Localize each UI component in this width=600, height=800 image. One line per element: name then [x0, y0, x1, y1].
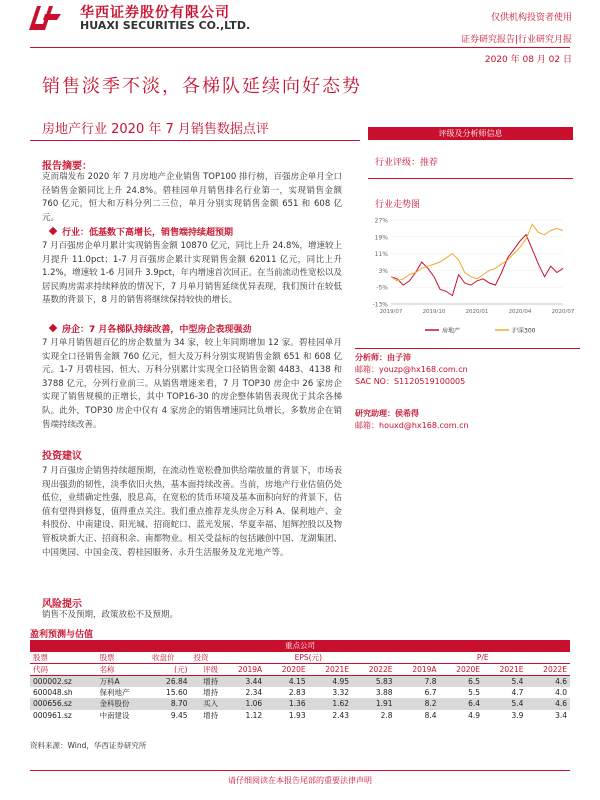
table-cell: 4.95 — [309, 675, 352, 687]
table-cell: 4.0 — [555, 687, 567, 697]
header-cell: 投资 — [191, 652, 222, 664]
report-subtitle: 房地产行业 2020 年 7 月销售数据点评 — [42, 122, 269, 137]
table-cell: 1.62 — [309, 698, 352, 710]
table-cell: 增持 — [203, 687, 219, 697]
series-line-1 — [391, 224, 563, 281]
bullet-diamond-icon — [49, 227, 57, 235]
subheader-cell: 2021E — [309, 663, 352, 675]
report-title: 销售淡季不淡，各梯队延续向好态势 — [42, 76, 362, 97]
y-tick-label: 11% — [374, 251, 388, 259]
bullet-developers-text: 7 月单月销售超百亿的房企数量为 34 家，较上年同期增加 12 家。碧桂园单月实现全口径销售金额 760 亿元，恒大及万科分别实现销售金额 651 和 608 亿元。1-7 月碧桂园、恒大、万科分别累计实现全口径销售金额 4483、4138 和 3788 亿元，分列行业前三。从销售增速来看，7 月 TOP30 房企中 26 家房企实现了销售规模的正增长，其中 TOP16-30 的房企整体销售表现优于其余各梯队。此外，TOP30 房企中仅有 4 家房企的销售增速同比负增长，多数房企在销售端持续改善。 — [42, 338, 342, 430]
risk-text: 销售不及预期，政策放松不及预期。 — [42, 610, 179, 620]
header-cell: 收盘价 — [149, 652, 191, 664]
table-cell: 4.6 — [526, 675, 570, 687]
table-cell: 000961.sz — [33, 710, 72, 720]
legal-notice: 请仔细阅读在本报告尾部的重要法律声明 — [228, 776, 372, 785]
analyst-name: 分析师：由子沛 — [355, 353, 411, 362]
subheader-cell: 2019A — [221, 663, 265, 675]
x-tick-label: 2019/10 — [422, 309, 446, 315]
table-cell: 1.91 — [352, 698, 395, 710]
table-cell: 3.32 — [332, 687, 350, 697]
subheader-cell: 2022E — [352, 663, 395, 675]
table-band-row — [30, 640, 570, 652]
huaxi-logo-icon — [27, 2, 63, 32]
table-cell: 000656.sz — [30, 698, 97, 710]
table-cell: 3.9 — [511, 710, 524, 720]
subheader-cell: 2020E — [265, 663, 308, 675]
title-divider — [30, 140, 360, 141]
table-cell: 6.4 — [440, 698, 483, 710]
header-cell: P/E — [396, 652, 570, 664]
table-cell: 4.6 — [526, 698, 570, 710]
header-cell: EPS(元) — [221, 652, 395, 664]
header-divider — [30, 47, 570, 48]
table-cell: 8.70 — [149, 698, 191, 710]
subheader-cell: 名称 — [97, 663, 149, 675]
audience-note: 仅供机构投资者使用 — [490, 13, 572, 23]
table-cell: 9.45 — [170, 710, 188, 720]
table-cell: 增持 — [203, 710, 219, 720]
table-cell: 5.83 — [352, 675, 395, 687]
y-tick-label: 27% — [374, 217, 388, 225]
table-cell: 8.2 — [396, 698, 440, 710]
table-cell: 3.44 — [221, 675, 265, 687]
rating-section-header: 评级及分析师信息 — [368, 127, 573, 140]
forecast-table-title: 盈利预测与估值 — [30, 630, 94, 640]
table-row — [30, 675, 570, 687]
table-cell: 3.4 — [555, 710, 567, 720]
company-name-cn: 华西证券股份有限公司 — [80, 5, 230, 21]
table-row — [30, 698, 570, 710]
report-category: 证券研究报告|行业研究月报 — [460, 35, 572, 45]
bullet-industry — [50, 225, 233, 238]
assistant-email[interactable]: 邮箱：houxd@hx168.com.cn — [355, 421, 469, 430]
table-cell: 7.8 — [396, 675, 440, 687]
table-cell: 8.4 — [424, 710, 437, 720]
table-header-row — [30, 652, 570, 664]
table-cell: 000002.sz — [30, 675, 97, 687]
table-cell: 4.7 — [511, 687, 524, 697]
analyst-email[interactable]: 邮箱：youzp@hx168.com.cn — [355, 365, 468, 374]
trend-chart-label: 行业走势图 — [375, 200, 421, 210]
table-cell: 4.9 — [468, 710, 480, 720]
table-subheader-row — [30, 663, 570, 675]
subheader-cell: 代码 — [30, 663, 97, 675]
table-row — [30, 687, 570, 699]
analyst-block — [355, 352, 575, 388]
table-cell: 金科股份 — [97, 698, 149, 710]
y-tick-label: 19% — [374, 234, 388, 242]
table-cell: 2.34 — [245, 687, 263, 697]
subheader-cell: (元) — [149, 663, 191, 675]
bullet-developers — [50, 322, 251, 335]
table-cell: 5.5 — [468, 687, 480, 697]
industry-rating: 行业评级：推荐 — [375, 158, 439, 168]
series-line-0 — [391, 235, 563, 296]
table-band-label: 重点公司 — [30, 640, 570, 652]
bullet-diamond-icon — [49, 324, 57, 332]
subheader-cell: 2019A — [396, 663, 440, 675]
subheader-cell: 2022E — [526, 663, 570, 675]
legend-label: 沪深300 — [512, 327, 536, 335]
x-tick-label: 2020/07 — [551, 309, 575, 315]
summary-heading: 报告摘要： — [42, 161, 92, 172]
x-tick-label: 2020/04 — [508, 309, 532, 315]
assistant-block — [355, 408, 575, 432]
table-cell: 5.4 — [483, 698, 526, 710]
table-cell: 2.43 — [332, 710, 350, 720]
table-cell: 万科A — [97, 675, 149, 687]
y-tick-label: -5% — [376, 284, 388, 292]
y-tick-label: -13% — [372, 301, 388, 309]
table-cell: 15.60 — [166, 687, 188, 697]
table-cell: 1.06 — [221, 698, 265, 710]
table-cell: 600048.sh — [33, 687, 73, 697]
bullet-industry-text: 7 月百强房企单月累计实现销售金额 10870 亿元，同比上升 24.8%，增速较上月提升 11.0pct；1-7 月百强房企累计实现销售金额 62011 亿元，同比上升 1.2%，增速较 1-6 月回升 3.9pct，年内增速首次回正。在当前流动性宽松以及居民购房需求持续释放的情况下，7 月单月销售延续优异表现，我们预计在较低基数的背景下，8 月的销售将继续保持较快的增长。 — [42, 241, 343, 306]
subheader-cell: 评级 — [191, 663, 222, 675]
table-cell: 3.88 — [375, 687, 393, 697]
table-cell: 2.83 — [288, 687, 306, 697]
rating-divider — [368, 178, 573, 179]
analyst-sac: SAC NO：S1120519100005 — [355, 377, 466, 386]
table-cell: 中南建设 — [99, 710, 130, 720]
x-tick-label: 2019/07 — [379, 309, 403, 315]
table-cell: 2.8 — [380, 710, 393, 720]
summary-intro: 克而瑞发布 2020 年 7 月房地产企业销售 TOP100 排行榜，百强房企单月全口径销售金额同比上升 24.8%。碧桂园单月销售排名行业第一，实现销售金额 760 亿元，恒大和万科分列二三位，单月分别实现销售金额 651 和 608 亿元。 — [42, 172, 342, 223]
report-date: 2020 年 08 月 02 日 — [484, 55, 572, 65]
company-name-en: HUAXI SECURITIES CO.,LTD. — [80, 19, 251, 32]
table-source: 资料来源：Wind，华西证券研究所 — [30, 741, 147, 750]
subheader-cell: 2021E — [483, 663, 526, 675]
header-cell: 股票 — [30, 652, 97, 664]
industry-trend-chart — [365, 212, 575, 342]
table-row — [30, 710, 570, 722]
bullet-developers-title: 房企：7 月各梯队持续改善，中型房企表现强劲 — [62, 325, 252, 335]
table-cell: 5.4 — [483, 675, 526, 687]
header-cell: 股票 — [97, 652, 149, 664]
legend-label: 房地产 — [442, 327, 461, 335]
y-tick-label: 3% — [378, 267, 388, 275]
investment-heading: 投资建议 — [42, 451, 82, 462]
analyst-divider — [355, 348, 580, 349]
assistant-name: 研究助理：侯希得 — [355, 409, 419, 418]
investment-text: 7 月百强房企销售持续超预期，在流动性宽松叠加供给端放量的背景下，市场表现出强劲的韧性，淡季依旧火热，基本面持续改善。当前，房地产行业估值仍处低位，业绩确定性强，股息高，在宽松的货币环境及基本面积向好的背景下，估值有望得到修复，值得重点关注。我们重点推荐龙头房企万科 A、保利地产、金科股份、中南建设、阳光城、招商蛇口、蓝光发展、华夏幸福、旭辉控股以及物管板块新大正、招商积余、南都物业。相关受益标的包括融创中国、龙湖集团、中国奥园、中国金茂、碧桂园服务、永升生活服务及龙光地产等。 — [42, 466, 342, 558]
table-cell: 6.7 — [424, 687, 437, 697]
risk-heading: 风险提示 — [42, 599, 82, 610]
x-tick-label: 2020/01 — [465, 309, 489, 315]
earnings-forecast-table — [30, 640, 570, 721]
table-cell: 4.15 — [265, 675, 308, 687]
footer-divider — [30, 770, 570, 771]
table-cell: 1.36 — [265, 698, 308, 710]
table-cell: 买入 — [191, 698, 222, 710]
table-cell: 增持 — [191, 675, 222, 687]
table-cell: 1.12 — [245, 710, 263, 720]
bullet-industry-title: 行业：低基数下高增长，销售端持续超预期 — [62, 228, 234, 238]
table-cell: 26.84 — [149, 675, 191, 687]
table-cell: 1.93 — [288, 710, 306, 720]
table-cell: 保利地产 — [99, 687, 130, 697]
subheader-cell: 2020E — [440, 663, 483, 675]
table-cell: 6.5 — [440, 675, 483, 687]
